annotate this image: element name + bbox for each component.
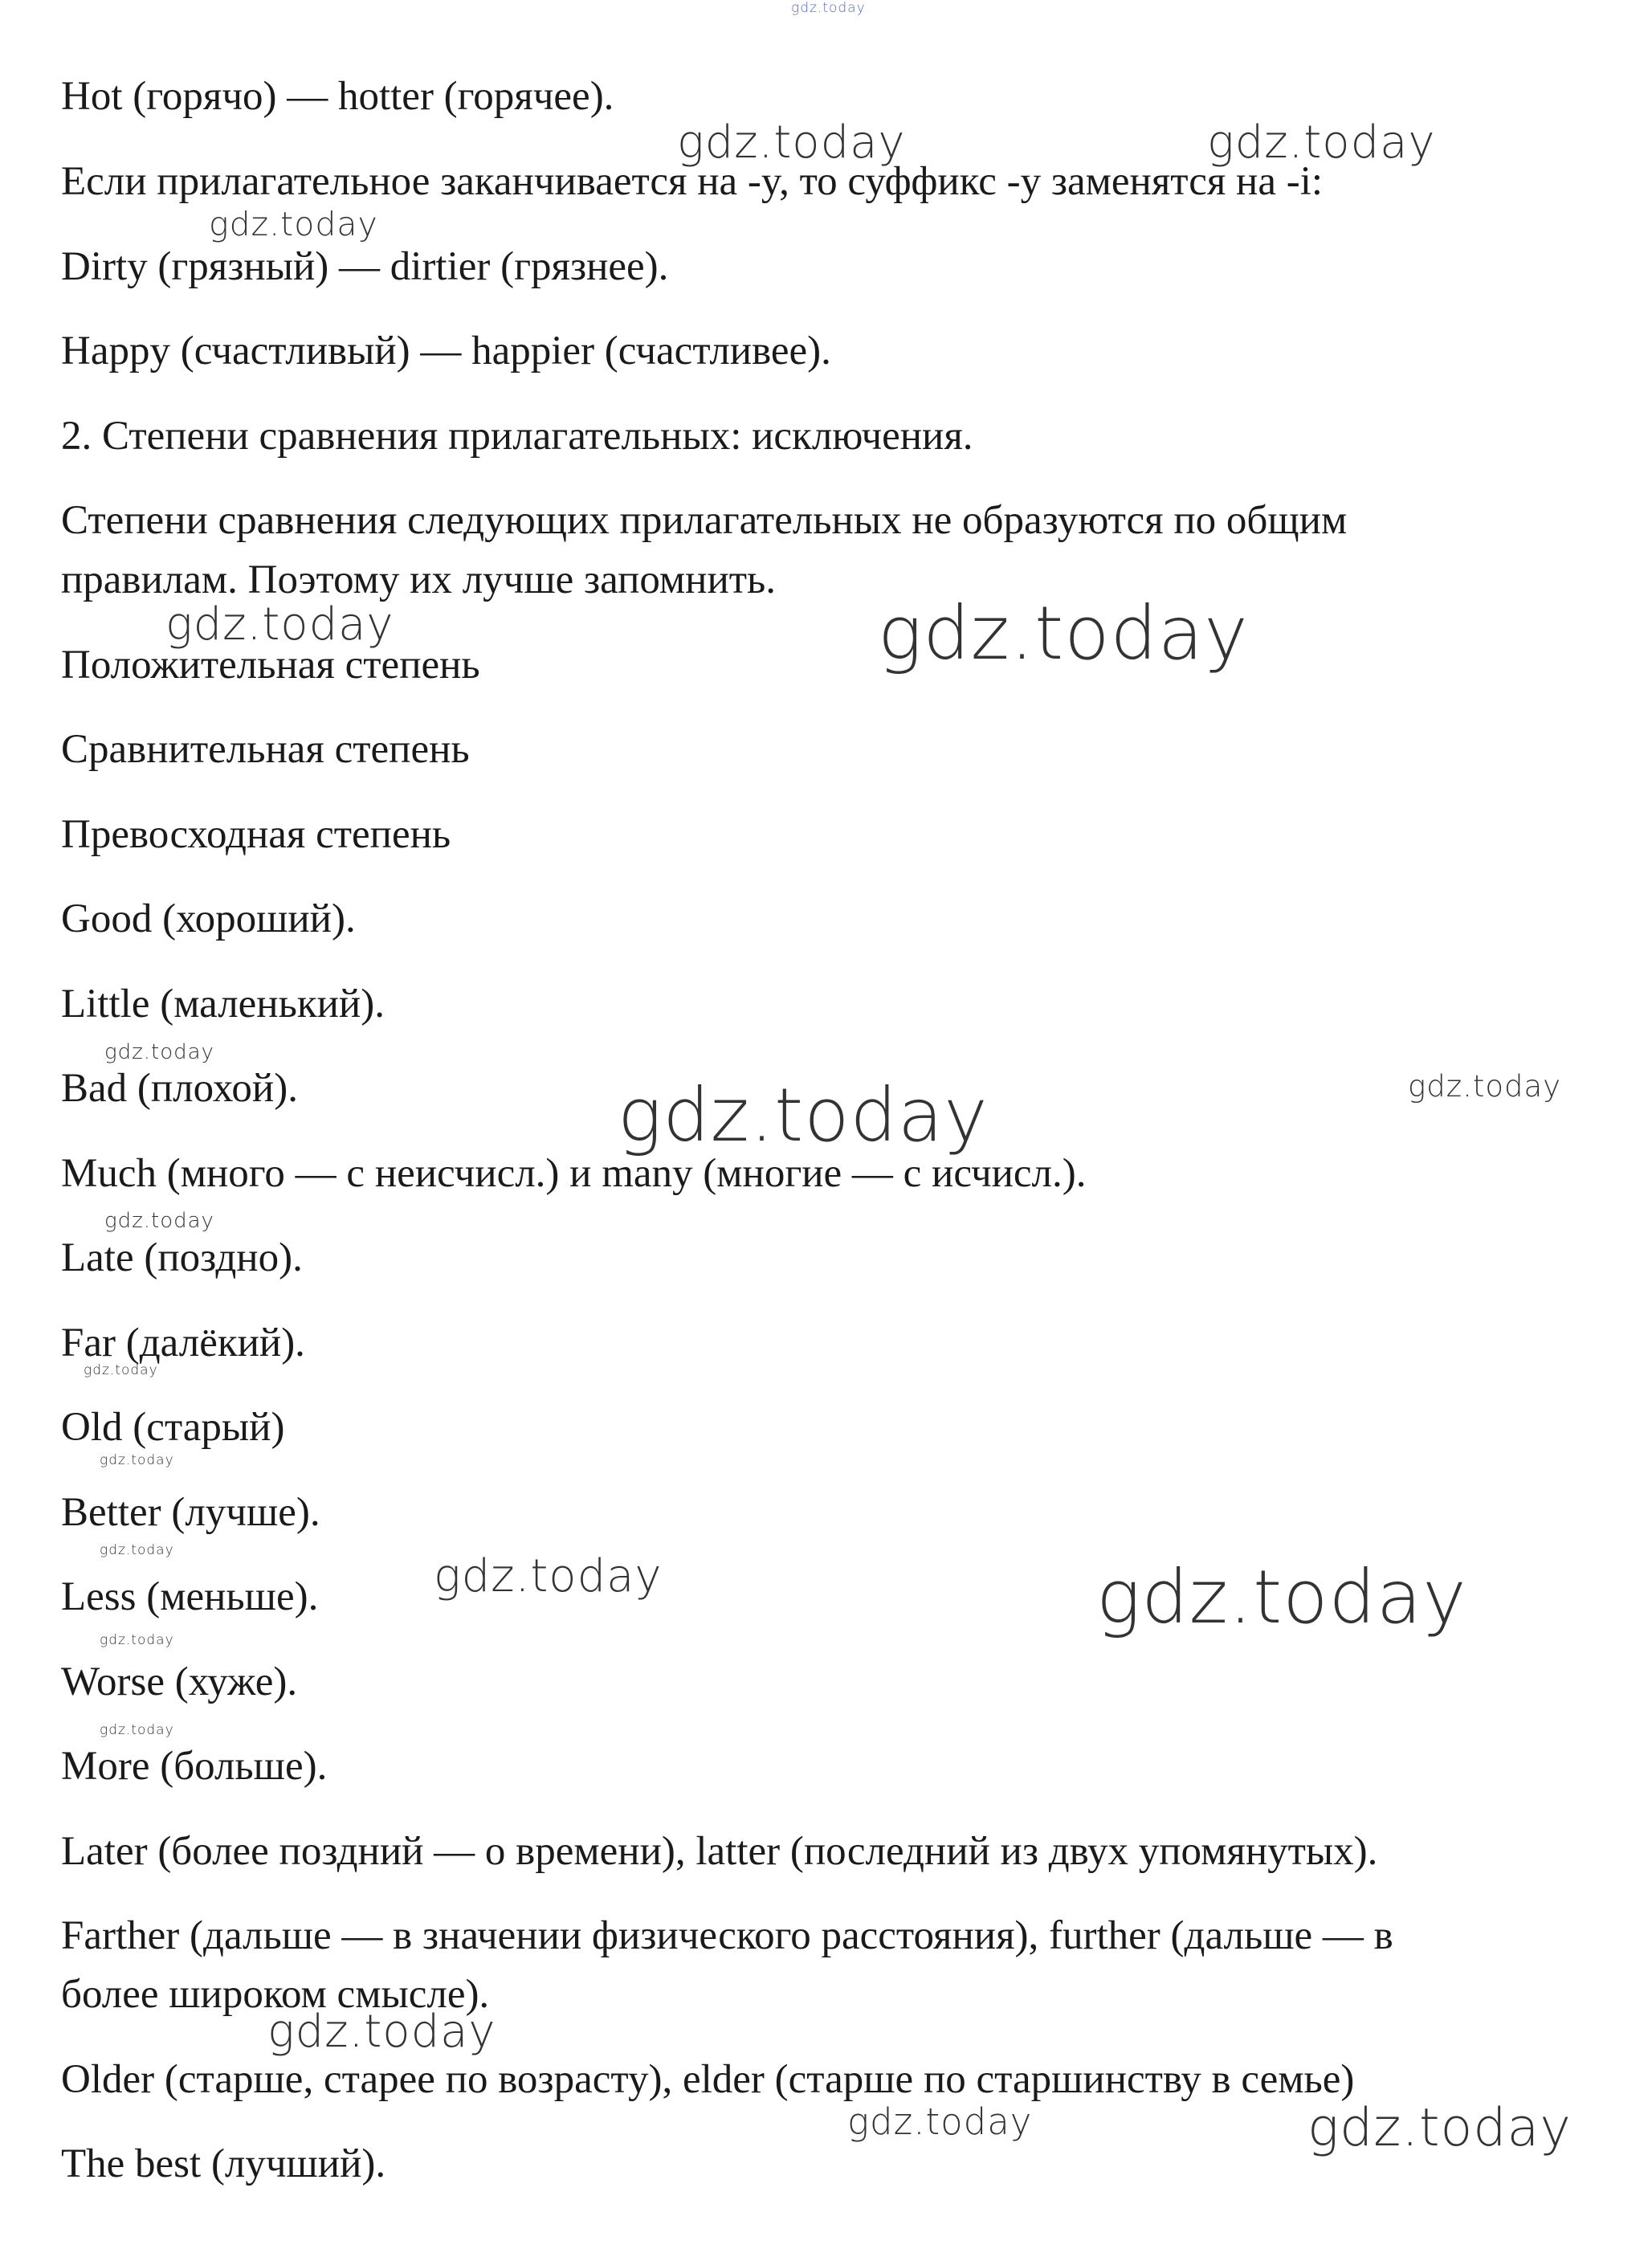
text-line: Сравнительная степень: [61, 727, 470, 772]
text-line: Worse (хуже).: [61, 1659, 298, 1704]
watermark: gdz.today: [434, 1550, 663, 1602]
watermark: gdz.today: [1408, 1069, 1562, 1104]
text-line: Dirty (грязный) — dirtier (грязнее).: [61, 244, 669, 289]
watermark: gdz.today: [1207, 116, 1436, 169]
text-line: Late (поздно).: [61, 1235, 303, 1280]
text-line: More (больше).: [61, 1744, 328, 1789]
watermark: gdz.today: [1096, 1554, 1467, 1640]
text-line: Older (старше, старее по возрасту), elder (старше по старшинству в семье): [61, 2057, 1355, 2102]
watermark: gdz.today: [791, 0, 866, 16]
watermark: gdz.today: [1307, 2098, 1572, 2158]
text-line: Much (много — с неисчисл.) и many (многие — с исчисл.).: [61, 1151, 1087, 1196]
watermark: gdz.today: [878, 590, 1249, 676]
watermark: gdz.today: [84, 1362, 158, 1378]
text-line: Если прилагательное заканчивается на -y, то суффикс -y заменятся на -i:: [61, 159, 1324, 204]
text-line: более широком смысле).: [61, 1972, 490, 2017]
text-line: Bad (плохой).: [61, 1066, 298, 1111]
text-line: Old (старый): [61, 1405, 285, 1450]
text-line: The best (лучший).: [61, 2141, 386, 2186]
text-line: Far (далёкий).: [61, 1320, 305, 1365]
text-line: Later (более поздний — о времени), latter (последний из двух упомянутых).: [61, 1829, 1378, 1874]
text-line: Hot (горячо) — hotter (горячее).: [61, 74, 614, 119]
text-line: Little (маленький).: [61, 982, 385, 1027]
text-line: Better (лучше).: [61, 1490, 320, 1535]
text-line: Good (хороший).: [61, 896, 356, 941]
watermark: gdz.today: [618, 1072, 989, 1158]
watermark: gdz.today: [847, 2100, 1033, 2143]
text-line: Happy (счастливый) — happier (счастливее).: [61, 329, 831, 373]
text-line: Less (меньше).: [61, 1574, 319, 1619]
watermark: gdz.today: [100, 1632, 174, 1648]
watermark: gdz.today: [100, 1452, 174, 1468]
watermark: gdz.today: [267, 2006, 496, 2058]
watermark: gdz.today: [104, 1209, 214, 1233]
text-line: Положительная степень: [61, 643, 480, 688]
watermark: gdz.today: [100, 1722, 174, 1738]
watermark: gdz.today: [165, 598, 394, 651]
text-line: правилам. Поэтому их лучше запомнить.: [61, 557, 777, 602]
text-line: Farther (дальше — в значении физического расстояния), further (дальше — в: [61, 1913, 1393, 1958]
text-line: Превосходная степень: [61, 812, 451, 857]
watermark: gdz.today: [209, 205, 378, 243]
watermark: gdz.today: [677, 116, 906, 169]
text-line: Степени сравнения следующих прилагательных не образуются по общим: [61, 498, 1348, 543]
section-heading: 2. Степени сравнения прилагательных: исключения.: [61, 414, 973, 459]
watermark: gdz.today: [104, 1040, 214, 1064]
watermark: gdz.today: [100, 1542, 174, 1558]
